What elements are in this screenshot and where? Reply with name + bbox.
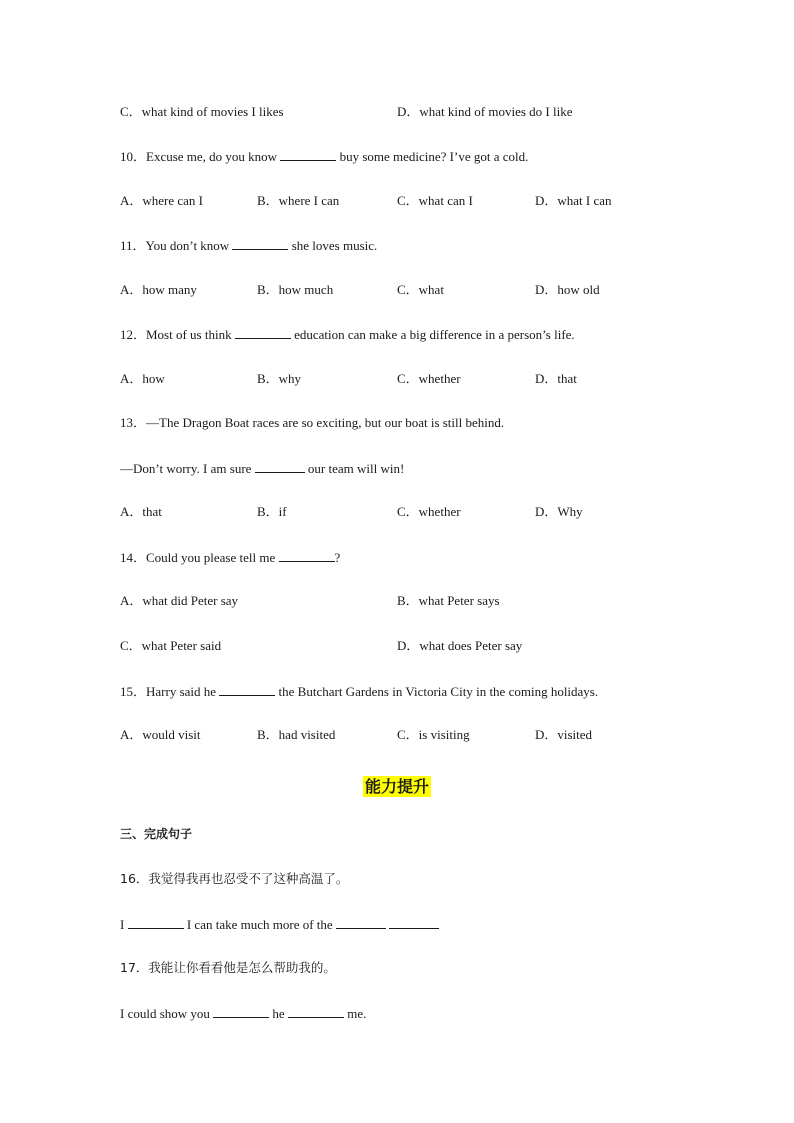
- section-title: 能力提升: [364, 777, 429, 796]
- question-14: 14．Could you please tell me ?: [120, 550, 341, 565]
- answer-blank: [279, 549, 335, 562]
- question-16-chinese: 16．我觉得我再也忍受不了这种高温了。: [120, 871, 349, 886]
- answer-blank: [219, 683, 275, 696]
- question-12: 12．Most of us think education can make a big difference in a person’s life.: [120, 327, 575, 342]
- q10-option-d: D．what I can: [535, 193, 612, 208]
- question-17-chinese: 17．我能让你看看他是怎么帮助我的。: [120, 960, 336, 975]
- answer-blank: [288, 1005, 344, 1018]
- q10-option-b: B．where I can: [257, 193, 340, 208]
- q11-option-c: C．what: [397, 282, 444, 297]
- section-heading: 三、完成句子: [120, 827, 193, 841]
- answer-blank: [232, 237, 288, 250]
- q14-option-d: D．what does Peter say: [397, 638, 523, 653]
- q15-option-b: B．had visited: [257, 727, 336, 742]
- q12-option-c: C．whether: [397, 371, 461, 386]
- answer-blank: [280, 148, 336, 161]
- answer-blank: [336, 916, 386, 929]
- question-11: 11．You don’t know she loves music.: [120, 238, 378, 253]
- question-13: 13．—The Dragon Boat races are so exciting, but our boat is still behind.: [120, 415, 505, 430]
- question-15: 15．Harry said he the Butchart Gardens in Victoria City in the coming holidays.: [120, 684, 599, 699]
- q15-option-c: C．is visiting: [397, 727, 470, 742]
- q13-option-b: B．if: [257, 504, 287, 519]
- answer-blank: [255, 460, 305, 473]
- q13-option-d: D．Why: [535, 504, 583, 519]
- q14-option-a: A．what did Peter say: [120, 593, 239, 608]
- q10-option-a: A．where can I: [120, 193, 204, 208]
- q11-option-d: D．how old: [535, 282, 600, 297]
- question-10: 10．Excuse me, do you know buy some medicine? I’ve got a cold.: [120, 149, 529, 164]
- q12-option-a: A．how: [120, 371, 165, 386]
- answer-blank: [389, 916, 439, 929]
- question-17-english: I could show you he me.: [120, 1006, 367, 1021]
- q11-option-a: A．how many: [120, 282, 197, 297]
- q15-option-a: A．would visit: [120, 727, 201, 742]
- q13-option-c: C．whether: [397, 504, 461, 519]
- q12-option-d: D．that: [535, 371, 577, 386]
- q13-option-a: A．that: [120, 504, 162, 519]
- q14-option-b: B．what Peter says: [397, 593, 500, 608]
- answer-blank: [128, 916, 184, 929]
- question-16-english: I I can take much more of the: [120, 916, 439, 933]
- q12-option-b: B．why: [257, 371, 302, 386]
- answer-blank: [235, 326, 291, 339]
- q15-option-d: D．visited: [535, 727, 593, 742]
- q9-option-d: D．what kind of movies do I like: [397, 104, 573, 119]
- q11-option-b: B．how much: [257, 282, 334, 297]
- q9-option-c: C．what kind of movies I likes: [120, 104, 284, 119]
- q10-option-c: C．what can I: [397, 193, 473, 208]
- question-13-reply: —Don’t worry. I am sure our team will win!: [120, 461, 405, 476]
- q14-option-c: C．what Peter said: [120, 638, 222, 653]
- answer-blank: [213, 1005, 269, 1018]
